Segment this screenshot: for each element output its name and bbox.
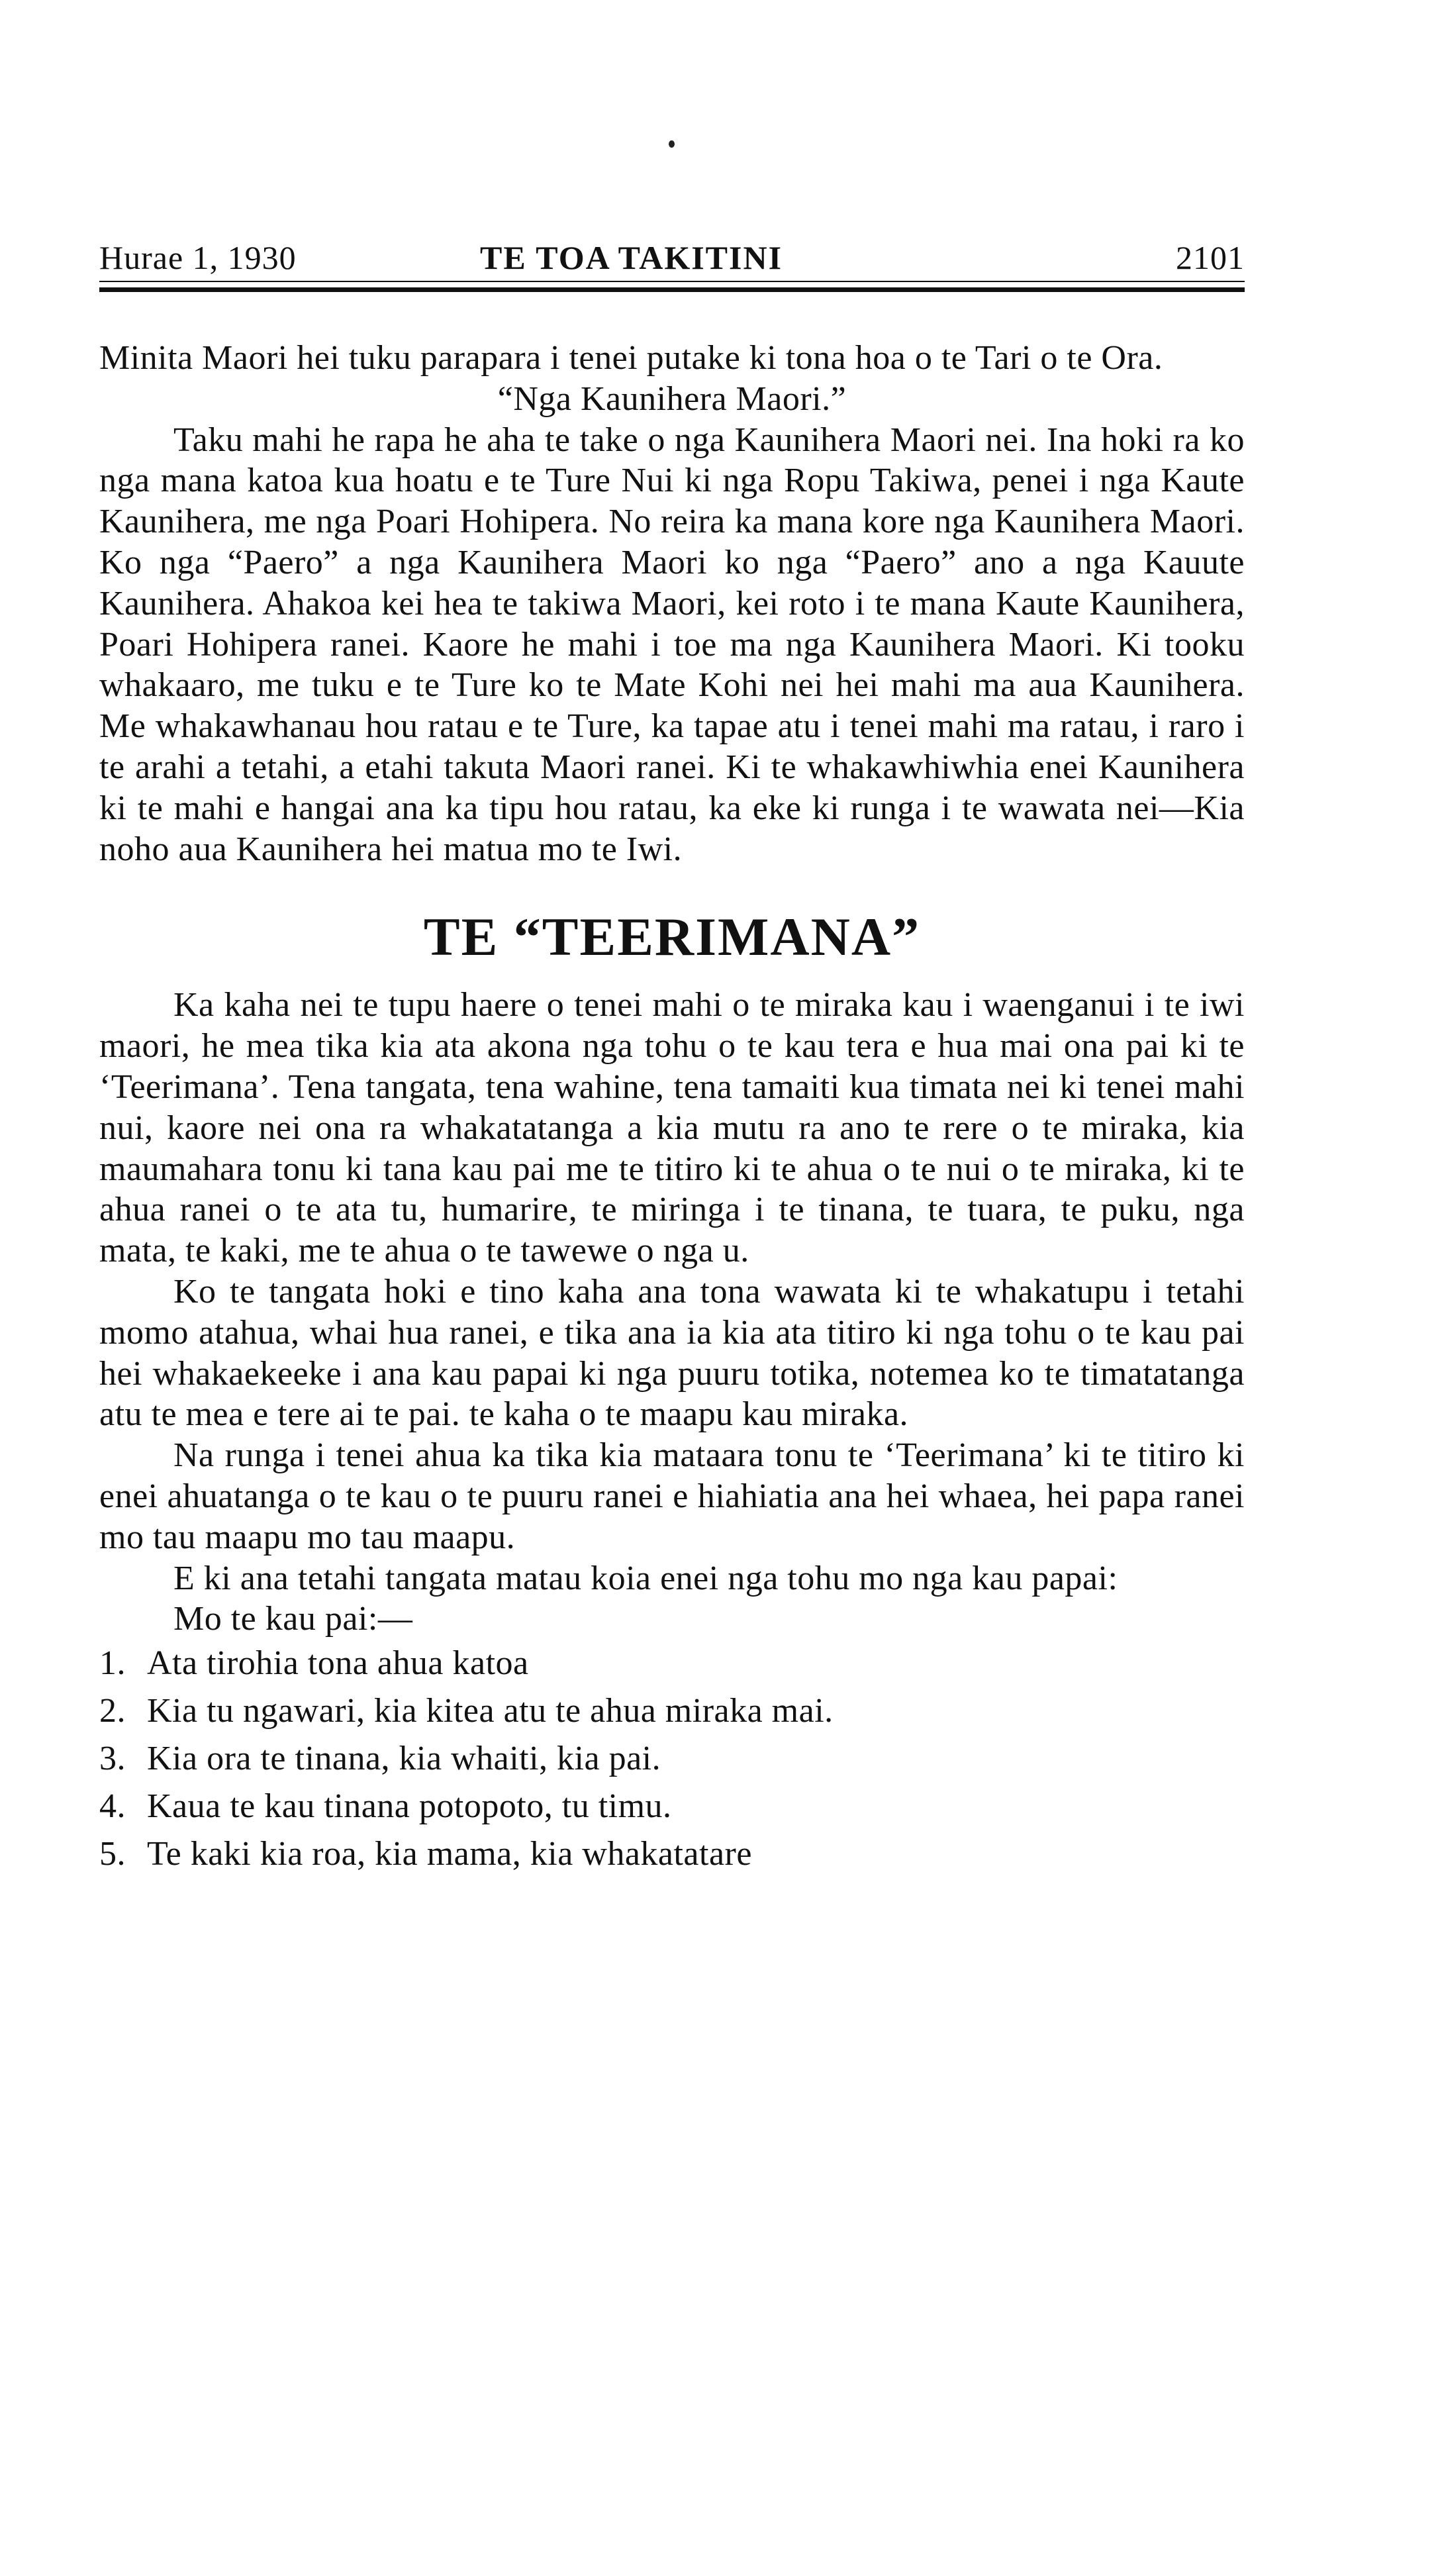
list-item-number: 5.	[99, 1835, 126, 1873]
print-speck	[669, 140, 675, 148]
section-paragraph-4: E ki ana tetahi tangata matau koia enei nga tohu mo nga kau papai:	[173, 1559, 1118, 1597]
page-number: 2101	[1176, 239, 1245, 276]
list-item	[99, 1783, 1245, 1830]
running-header	[99, 238, 1245, 286]
list-item-number: 1.	[99, 1644, 126, 1683]
list-item-number: 3.	[99, 1740, 126, 1778]
article-subheading: “Nga Kaunihera Maori.”	[497, 379, 847, 418]
list-item-text: Kia tu ngawari, kia kitea atu te ahua miraka mai.	[147, 1692, 834, 1730]
list-item-text: Ata tirohia tona ahua katoa	[147, 1644, 529, 1683]
section-heading: TE “TEERIMANA”	[423, 907, 921, 967]
list-item	[99, 1640, 1245, 1687]
section-paragraph-3: Na runga i tenei ahua ka tika kia mataara tonu te ‘Teerimana’ ki te titiro ki enei ahuatanga o te kau o te puuru ranei e hiahiatia ana hei whaea, hei papa ranei mo tau maapu mo tau maapu.	[99, 1436, 1245, 1556]
header-rule-thick	[99, 287, 1245, 292]
section-paragraph-2: Ko te tangata hoki e tino kaha ana tona wawata ki te whakatupu i tetahi momo atahua, whai hua ranei, e tika ana ia kia ata titiro ki nga tohu o te kau pai hei whakaekeeke i ana kau papai ki nga puuru totika, notemea ko te timatatanga atu te mea e tere ai te pai. te kaha o te maapu kau miraka.	[99, 1272, 1245, 1434]
list-item-text: Kia ora te tinana, kia whaiti, kia pai.	[147, 1740, 661, 1778]
numbered-list	[99, 1640, 1245, 1878]
list-item-text: Kaua te kau tinana potopoto, tu timu.	[147, 1787, 672, 1826]
article-intro-paragraph: Minita Maori hei tuku parapara i tenei putake ki tona hoa o te Tari o te Ora.	[99, 339, 1163, 377]
article-paragraph: Taku mahi he rapa he aha te take o nga Kaunihera Maori nei. Ina hoki ra ko nga mana katoa kua hoatu e te Ture Nui ki nga Ropu Takiwa, penei i nga Kaute Kaunihera, me nga Poari Hohipera. No reira ka mana kore nga Kaunihera Maori. Ko nga “Paero” a nga Kaunihera Maori ko nga “Paero” ano a nga Kauute Kaunihera. Ahakoa kei hea te takiwa Maori, kei roto i te mana Kaute Kaunihera, Poari Hohipera ranei. Kaore he mahi i toe ma nga Kaunihera Maori. Ki tooku whakaaro, me tuku e te Ture ko te Mate Kohi nei hei mahi ma aua Kaunihera. Me whakawhanau hou ratau e te Ture, ka tapae atu i tenei mahi ma ratau, i raro i te arahi a tetahi, a etahi takuta Maori ranei. Ki te whakawhiwhia enei Kaunihera ki te mahi e hangai ana ka tipu hou ratau, ka eke ki runga i te wawata nei—Kia noho aua Kaunihera hei matua mo te Iwi.	[99, 421, 1245, 868]
list-item-number: 4.	[99, 1787, 126, 1826]
header-date: Hurae 1, 1930	[99, 239, 297, 276]
publication-title: TE TOA TAKITINI	[480, 239, 783, 276]
text-column	[99, 338, 1245, 1878]
header-rule-thin	[99, 281, 1245, 282]
list-item	[99, 1687, 1245, 1735]
list-item-text: Te kaki kia roa, kia mama, kia whakatatare	[147, 1835, 752, 1873]
section-paragraph-1: Ka kaha nei te tupu haere o tenei mahi o te miraka kau i waenganui i te iwi maori, he mea tika kia ata akona nga tohu o te kau tera e hua mai ona pai ki te ‘Teerimana’. Tena tangata, tena wahine, tena tamaiti kua timata nei ki tenei mahi nui, kaore nei ona ra whakatatanga a kia mutu ra ano te rere o te miraka, kia maumahara tonu ki tana kau pai me te titiro ki te ahua o te nui o te miraka, ki te ahua ranei o te ata tu, humarire, te miringa i te tinana, te tuara, te puku, nga mata, te kaki, me te ahua o te tawewe o nga u.	[99, 986, 1245, 1270]
list-item-number: 2.	[99, 1692, 126, 1730]
list-item	[99, 1735, 1245, 1783]
list-intro: Mo te kau pai:—	[173, 1600, 413, 1638]
list-item	[99, 1830, 1245, 1878]
